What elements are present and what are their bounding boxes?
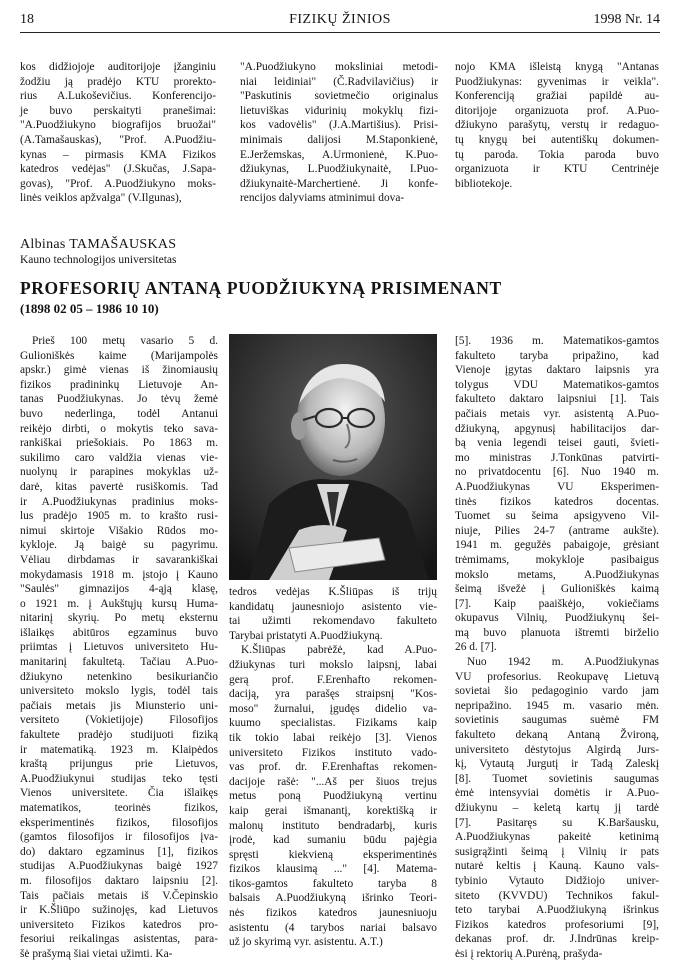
text-line: tų paroda. Tokia paroda buvo	[455, 148, 659, 161]
author-name: Albinas TAMAŠAUSKAS	[20, 237, 177, 252]
text-line: m. filosofijos daktaro laipsniu [2].	[20, 874, 218, 887]
portrait-photo	[229, 334, 437, 580]
text-line: niuje, Pilies 24-7 (antrame aukšte).	[455, 524, 659, 537]
text-line: Prieš 100 metų vasario 5 d.	[32, 335, 218, 347]
text-line: džiukyno netenkino besikuriančio	[20, 670, 218, 683]
text-line: tybinio Vytauto Didžiojo univer-	[455, 874, 659, 887]
text-line: tedros vedėjas K.Šliūpas iš trijų	[229, 586, 437, 598]
text-line: buvo nederlinga, todėl Antanui	[20, 407, 218, 420]
text-line: nojo KMA išleistą knygą "Antanas	[455, 61, 659, 73]
text-line: kandidatų jaunesniojo asistento vie-	[229, 600, 437, 613]
text-line: darė, kitas pavertė rusiškomis. Tad	[20, 480, 218, 493]
issue-label: 1998 Nr. 14	[593, 12, 660, 27]
text-line: A.Puodžiukynas pakeitė ketinimą	[455, 831, 659, 844]
text-line: Konferenciją gražiai papildė au-	[455, 90, 659, 103]
text-line: gerą prof. F.Erenhafto rekomen-	[229, 673, 437, 686]
text-line: fizikos klausimą ..." [4]. Matema-	[229, 863, 437, 876]
text-line: mą buvo planuota ištremti birželio	[455, 626, 659, 639]
text-line: Vienoje įgytas daktaro laipsnis yra	[455, 364, 659, 377]
author-affiliation: Kauno technologijos universitetas	[20, 254, 177, 266]
text-line: malonų instituto bendradarbį, kuris	[229, 819, 437, 832]
text-line: šeimą išvežė į Gulioniškės kaimą	[455, 583, 659, 596]
text-line: Vėliau dirbdamas ir savarankiškai	[20, 553, 218, 566]
text-line: [7]. Kaip paaiškėjo, vokiečiams	[455, 597, 659, 610]
text-line: pačiais metais vyr. asistentą A.Puo-	[455, 407, 659, 420]
text-line: tai užimti rekomendavo fakultetο	[229, 615, 437, 628]
text-line: mokydamasis 1918 m. įstojo į Kauno	[20, 568, 218, 581]
text-line: priimtas į Lietuvos universiteto Hu-	[20, 641, 218, 654]
text-line: ir K.Šliūpo sužinojęs, kad Lietuvos	[20, 904, 218, 917]
text-line: rankiškai priešokiais. Po 1863 m.	[20, 437, 218, 450]
text-line: universiteto Fizikos katedros pro-	[20, 918, 218, 931]
text-line: studijas A.Puodžiukynas baigė 1927	[20, 860, 218, 873]
text-line: Nuo 1942 m. A.Puodžiukynas	[467, 656, 659, 669]
text-line: Gulioniškės kaime (Marijampolės	[20, 349, 218, 362]
text-line: tikos-gamtos fakulteto taryba 8	[229, 877, 437, 890]
text-line: daciją, yra parašęs straipsnį "Kos-	[229, 688, 437, 701]
text-line: asistentu (4 tarybos nariai balsavo	[229, 921, 437, 934]
text-line: A.Puodžiukynui studijas teko tęsti	[20, 772, 218, 785]
text-line: nės fizikos katedros jaunesniuoju	[229, 907, 437, 920]
text-line: Fizikos katedros profesoriumi [9],	[455, 918, 659, 931]
text-line: nitarinį skyrių. Po metų eksternu	[20, 612, 218, 625]
text-line: minimais dalijosi M.Staponkienė,	[240, 133, 438, 146]
text-line: universiteto Fizikos instituto vado-	[229, 746, 437, 759]
text-line: fesoriui reikalingas asistentas, para-	[20, 933, 218, 946]
text-line: lietuviškas vidurinių mokyklų fizi-	[240, 104, 438, 117]
text-line: manitarinį fakultetą. Tačiau A.Puo-	[20, 656, 218, 669]
text-line: "A.Puodžiukyno biografijos bruožai"	[20, 119, 216, 132]
article-title: PROFESORIŲ ANTANĄ PUODŽIUKYNĄ PRISIMENANT	[20, 278, 502, 298]
text-line: fakulteto daktaro laipsniui [1]. Tais	[455, 393, 659, 406]
text-line: "Saulės" gimnazijos 4-ąją klasę,	[20, 583, 218, 596]
text-line: sovietai šio pedagoginio vardo jam	[455, 685, 659, 698]
text-line: fakulteto dekaną Antaną Žvironą,	[455, 729, 659, 742]
text-line: bibliotekoje.	[455, 177, 513, 190]
text-line: tolygus VDU Matematikos-gamtos	[455, 378, 659, 391]
text-line: (A.Tamašauskas), "Prof. A.Puodžiu-	[20, 133, 216, 146]
text-line: balsais A.Puodžiukyną išrinko Teori-	[229, 892, 437, 905]
text-line: džiukynaitė-Marchertienė. Ji konfe-	[240, 177, 438, 190]
text-line: Tuomet su šeima apsigyveno Vil-	[455, 510, 659, 523]
text-line: susigrąžinti šeimą į Vilnių ir pats	[455, 845, 659, 858]
text-line: kynas – pirmasis KMA Fizikos	[20, 148, 216, 161]
text-line: trėmimams, mokykloje pasibaigus	[455, 553, 659, 566]
text-line: E.Jeržemskas, A.Urmonienė, K.Puo-	[240, 148, 438, 161]
text-line: kuumo specialistas. Fizikams kaip	[229, 717, 437, 730]
text-line: do) daktaro egzaminus [1], fizikos	[20, 845, 218, 858]
text-line: apskr.) gimė vienas iš žinomiausių	[20, 364, 218, 377]
text-line: už jo skyrimą vyr. asistentu. A.T.)	[229, 936, 383, 949]
text-line: sovietinis saugumas suėmė FM	[455, 714, 659, 727]
text-line: A.Puodžiukynas VU Eksperimen-	[455, 480, 659, 493]
text-line: [5]. 1936 m. Matematikos-gamtos	[455, 335, 659, 347]
text-line: tanas Puodžiukynas. Jo tėvų žemė	[20, 393, 218, 406]
text-line: kos didžiojoje auditorijoje įžanginiu	[20, 61, 216, 73]
text-line: metus poną Puodžiukyną vertinu	[229, 790, 437, 803]
text-line: nimui skirtoje Višakio Rūdos mo-	[20, 524, 218, 537]
text-line: tik tokio labai reikėjo [3]. Vienos	[229, 731, 437, 744]
text-line: įrodė, kad sumaniu būdu pajėgia	[229, 834, 437, 847]
text-line: Vienos universitete. Čia išlaikęs	[20, 787, 218, 800]
text-line: Tarybai pristatyti A.Puodžiukyną.	[229, 629, 383, 642]
text-line: 26 d. [7].	[455, 641, 497, 654]
text-line: VU profesorius. Reokupavę Lietuvą	[455, 670, 659, 683]
portrait-photo-icon	[229, 334, 437, 580]
text-line: džiukynas turi mokslo laipsnį, labai	[229, 658, 437, 671]
text-line: moso" žurnalui, įgudęs didelio va-	[229, 702, 437, 715]
text-line: ėmė intensyviai domėtis ir A.Puo-	[455, 787, 659, 800]
text-line: lus pradėjo 1905 m. to krašto rusi-	[20, 510, 218, 523]
text-line: mokslo metams, A.Puodžiukynas	[455, 568, 659, 581]
body-column-3	[455, 334, 659, 962]
text-line: ir matematiką. 1923 m. Klaipėdos	[20, 743, 218, 756]
text-line: tų knygų bei autentiškų dokumen-	[455, 133, 659, 146]
text-line: no privatdocentu [6]. Nuo 1940 m.	[455, 466, 659, 479]
text-line: eksperimentinės fizikos, filosofijos	[20, 816, 218, 829]
text-line: kaip gerai išmanantį, korektišką ir	[229, 804, 437, 817]
text-line: pačiais metais jis Miunsterio uni-	[20, 699, 218, 712]
body-column-2	[229, 585, 437, 950]
text-line: vas prof. dr. F.Erenhaftas rekomen-	[229, 761, 437, 774]
text-line: govas), "Prof. A.Puodžiukyno moks-	[20, 177, 216, 190]
text-line: universiteto dėstytojus Algirdą Jurs-	[455, 743, 659, 756]
text-line: fizikos pradininkų Lietuvoje An-	[20, 378, 218, 391]
text-line: katedros vedėjas" (J.Skučas, J.Sapa-	[20, 163, 216, 176]
text-line: ir A.Puodžiukynas pradinius moks-	[20, 495, 218, 508]
text-line: fakulteto taryba pripažino, kad	[455, 349, 659, 362]
text-line: 1941 m. gegužės pabaigoje, grėsiant	[455, 539, 659, 552]
text-line: šė prašymą šiai vietai užimti. Ka-	[20, 947, 173, 960]
text-line: sukilimo caro valdžia vienas vie-	[20, 451, 218, 464]
text-line: fakultete pradėjo studijuoti fiziką	[20, 729, 218, 742]
running-header	[20, 10, 660, 33]
text-line: teto tarybai A.Puodžiukyną išrinkus	[455, 904, 659, 917]
text-line: organizuota ir KTU Centrinėje	[455, 163, 659, 176]
text-line: džiukyno parašytų, verstų ir redaguo-	[455, 119, 659, 132]
top-column-3	[455, 60, 659, 191]
text-line: "Paskutinis sovietmečio originalus	[240, 90, 438, 103]
text-line: džiukynu – keletą kartų jį tardė	[455, 802, 659, 814]
page-number: 18	[20, 12, 34, 27]
text-line: žodžiu ją pradėjo KTU prorekto-	[20, 75, 216, 88]
article-dates: (1898 02 05 – 1986 10 10)	[20, 301, 159, 316]
journal-name: FIZIKŲ ŽINIOS	[289, 12, 391, 27]
text-line: džiukynas, L.Puodžiukynaitė, I.Puo-	[240, 163, 438, 176]
text-line: Tais pačiais metais iš V.Čepinskio	[20, 889, 218, 902]
text-line: spręsti kiekvieną eksperimentinės	[229, 848, 437, 861]
text-line: reikėjo dirbti, o mokytis teko sava-	[20, 422, 218, 435]
text-line: Puodžiukynas: gyvenimas ir veikla".	[455, 75, 659, 88]
text-line: nepripažino. 1945 m. vasario mėn.	[455, 699, 659, 712]
text-line: [7]. Pasitaręs su K.Baršausku,	[455, 816, 659, 829]
text-line: [8]. Tuomet sovietinis saugumas	[455, 772, 659, 785]
text-line: kos vadovėlis" (J.A.Martišius). Prisi-	[240, 119, 438, 132]
text-line: o 1921 m. į Aukštųjų kursų Huma-	[20, 597, 218, 610]
text-line: ėsi į rektorių A.Purėną, prašyda-	[455, 947, 603, 960]
text-line: džiukyną, apgynusį habilitacijos dar-	[455, 422, 659, 435]
text-line: rencijos dalyviams atminimui dova-	[240, 192, 405, 205]
text-line: kraštą prijungus prie Lietuvos,	[20, 758, 218, 771]
top-column-2	[240, 60, 438, 206]
text-line: (gamtos filosofijos ir filosofijos įva-	[20, 831, 218, 844]
text-line: kykloje. Ją baigė su pagyrimu.	[20, 539, 218, 552]
top-column-1	[20, 60, 216, 206]
text-line: ditorijoje organizuota prof. A.Puo-	[455, 104, 659, 117]
text-line: kį, Vytautą Jurgutį ir Tadą Zaleskį	[455, 758, 659, 771]
text-line: rius A.Lukoševičius. Konferencijo-	[20, 90, 216, 103]
text-line: dacijoje rašė: "...Aš per šiuos trejus	[229, 775, 437, 788]
text-line: mo ministras J.Tonkūnas patvirti-	[455, 451, 659, 464]
text-line: išlaikęs abitūros egzaminus buvo	[20, 626, 218, 639]
text-line: "A.Puodžiukyno moksliniai metodi-	[240, 61, 438, 73]
text-line: nuolynų ir parapines mokyklas už-	[20, 466, 218, 479]
text-line: niai leidiniai" (Č.Radvilavičius) ir	[240, 75, 438, 88]
text-line: linės veiklos apžvalga" (V.Ilgunas),	[20, 192, 182, 205]
text-line: versiteto (Vokietijoje) Filosofijos	[20, 714, 218, 727]
text-line: tinės fizikos katedros docentas.	[455, 495, 659, 508]
text-line: je buvo perskaityti pranešimai:	[20, 104, 216, 117]
text-line: K.Šliūpas pabrėžė, kad A.Puo-	[241, 644, 437, 657]
body-column-1	[20, 334, 218, 962]
text-line: universiteto mokslo lygis, todėl tais	[20, 685, 218, 698]
text-line: matematikos, teorinės fizikos,	[20, 802, 218, 814]
text-line: bą venia legendi teisei gauti, švieti-	[455, 437, 659, 450]
text-line: okupavus Vilnių, Puodžiukynų šei-	[455, 612, 659, 625]
text-line: siteto (KVVDU) Technikos fakul-	[455, 889, 659, 902]
text-line: dekanas prof. dr. J.Indrūnas kreip-	[455, 933, 659, 946]
text-line: nutarė keltis į Kauną. Kauno vals-	[455, 860, 659, 873]
